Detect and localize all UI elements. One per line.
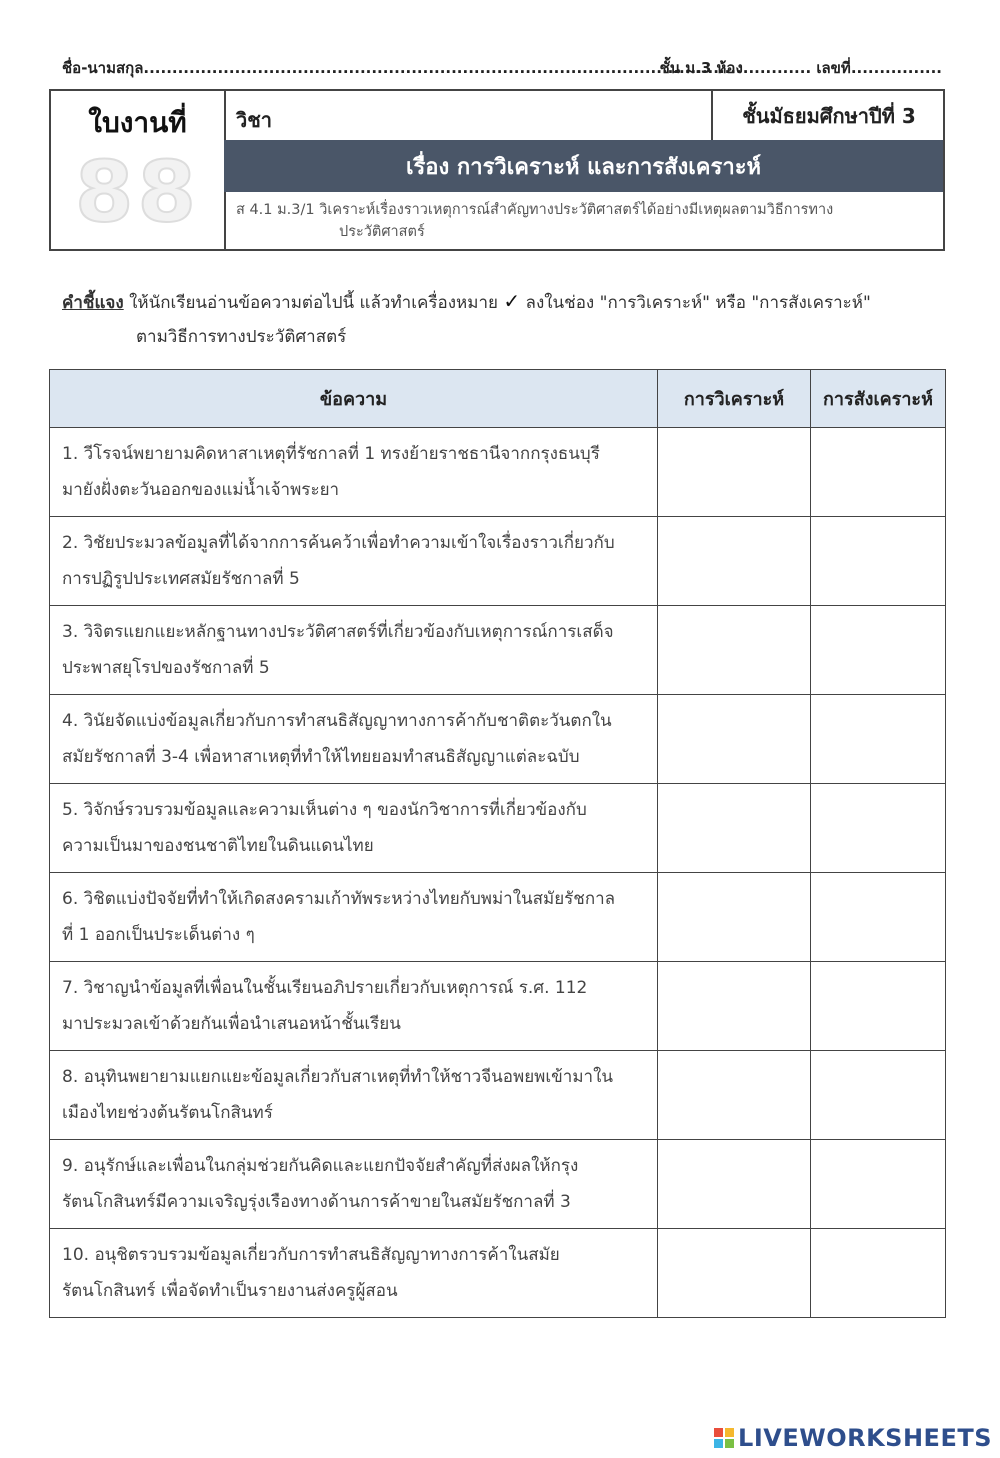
logo-block <box>714 1428 723 1437</box>
instructions-heading: คำชี้แจง <box>62 293 124 313</box>
statement-cell: 8. อนุทินพยายามแยกแยะข้อมูลเกี่ยวกับสาเหตุที่ทำให้ชาวจีนอพยพเข้ามาใน เมืองไทยช่วงต้นรัตนโกสินทร์ <box>50 1051 658 1140</box>
student-info-line <box>62 56 942 80</box>
analysis-checkbox[interactable] <box>658 695 811 784</box>
synthesis-checkbox[interactable] <box>811 695 946 784</box>
table-row <box>50 1229 946 1318</box>
worksheet-label: ใบงานที่ <box>88 106 187 139</box>
instructions-line-2: ตามวิธีการทางประวัติศาสตร์ <box>136 327 347 347</box>
standard-line-1: ส 4.1 ม.3/1 วิเคราะห์เรื่องราวเหตุการณ์สำคัญทางประวัติศาสตร์ได้อย่างมีเหตุผลตามวิธีการทาง <box>236 202 834 218</box>
analysis-checkbox[interactable] <box>658 784 811 873</box>
statement-cell: 1. วีโรจน์พยายามคิดหาสาเหตุที่รัชกาลที่ 1 ทรงย้ายราชธานีจากกรุงธนบุรี มายังฝั่งตะวันออกของแม่น้ำเจ้าพระยา <box>50 428 658 517</box>
logo-block <box>725 1439 734 1448</box>
analysis-checkbox[interactable] <box>658 606 811 695</box>
statement-cell: 4. วินัยจัดแบ่งข้อมูลเกี่ยวกับการทำสนธิสัญญาทางการค้ากับชาติตะวันตกใน สมัยรัชกาลที่ 3-4 เพื่อหาสาเหตุที่ทำให้ไทยยอมทำสนธิสัญญาแต่ละฉบับ <box>50 695 658 784</box>
statement-cell: 5. วิจักษ์รวบรวมข้อมูลและความเห็นต่าง ๆ ของนักวิชาการที่เกี่ยวข้องกับ ความเป็นมาของชนชาติไทยในดินแดนไทย <box>50 784 658 873</box>
table-row <box>50 784 946 873</box>
analysis-checkbox[interactable] <box>658 1140 811 1229</box>
standard-line-2: ประวัติศาสตร์ <box>339 224 425 240</box>
table-header-row <box>50 370 946 428</box>
logo-blocks-icon <box>714 1428 734 1448</box>
header-analysis: การวิเคราะห์ <box>658 370 811 428</box>
analysis-checkbox[interactable] <box>658 428 811 517</box>
subject-label: วิชา <box>236 108 273 132</box>
liveworksheets-logo <box>714 1424 992 1452</box>
statement-cell: 3. วิจิตรแยกแยะหลักฐานทางประวัติศาสตร์ที่เกี่ยวข้องกับเหตุการณ์การเสด็จ ประพาสยุโรปของรัชกาลที่ 5 <box>50 606 658 695</box>
instructions-text-1: ให้นักเรียนอ่านข้อความต่อไปนี้ แล้วทำเครื่องหมาย <box>129 293 498 313</box>
statement-cell: 7. วิชาญนำข้อมูลที่เพื่อนในชั้นเรียนอภิปรายเกี่ยวกับเหตุการณ์ ร.ศ. 112 มาประมวลเข้าด้วยกันเพื่อนำเสนอหน้าชั้นเรียน <box>50 962 658 1051</box>
table-row <box>50 428 946 517</box>
synthesis-checkbox[interactable] <box>811 1140 946 1229</box>
synthesis-checkbox[interactable] <box>811 606 946 695</box>
subject-row <box>224 91 943 142</box>
table-row <box>50 1051 946 1140</box>
logo-block <box>714 1439 723 1448</box>
statement-cell: 6. วิชิตแบ่งปัจจัยที่ทำให้เกิดสงครามเก้าทัพระหว่างไทยกับพม่าในสมัยรัชกาล ที่ 1 ออกเป็นประเด็นต่าง ๆ <box>50 873 658 962</box>
synthesis-checkbox[interactable] <box>811 873 946 962</box>
synthesis-checkbox[interactable] <box>811 1051 946 1140</box>
instructions <box>62 284 942 354</box>
topic-title: เรื่อง การวิเคราะห์ และการสังเคราะห์ <box>224 140 943 192</box>
synthesis-checkbox[interactable] <box>811 1229 946 1318</box>
synthesis-checkbox[interactable] <box>811 517 946 606</box>
class-field-label: ชั้น ม.3 ห้อง............ เลขที่................ <box>659 59 942 77</box>
worksheet-number: 88 <box>75 143 200 241</box>
analysis-checkbox[interactable] <box>658 962 811 1051</box>
table-row <box>50 606 946 695</box>
statement-cell: 10. อนุชิตรวบรวมข้อมูลเกี่ยวกับการทำสนธิสัญญาทางการค้าในสมัย รัตนโกสินทร์ เพื่อจัดทำเป็นรายงานส่งครูผู้สอน <box>50 1229 658 1318</box>
checkmark-icon: ✓ <box>503 289 521 313</box>
grade-level: ชั้นมัธยมศึกษาปีที่ 3 <box>711 91 945 140</box>
header-statement: ข้อความ <box>50 370 658 428</box>
learning-standard <box>236 199 926 243</box>
table-row <box>50 962 946 1051</box>
worksheet-number-cell <box>51 91 226 249</box>
worksheet-header <box>49 89 945 251</box>
table-row <box>50 1140 946 1229</box>
instructions-text-2: ลงในช่อง "การวิเคราะห์" หรือ "การสังเคราะห์" <box>525 293 871 313</box>
statement-table <box>49 369 946 1318</box>
analysis-checkbox[interactable] <box>658 517 811 606</box>
table-row <box>50 695 946 784</box>
logo-block <box>725 1428 734 1437</box>
brand-name: LIVEWORKSHEETS <box>738 1424 992 1452</box>
synthesis-checkbox[interactable] <box>811 784 946 873</box>
analysis-checkbox[interactable] <box>658 1051 811 1140</box>
synthesis-checkbox[interactable] <box>811 962 946 1051</box>
table-row <box>50 517 946 606</box>
header-synthesis: การสังเคราะห์ <box>811 370 946 428</box>
analysis-checkbox[interactable] <box>658 873 811 962</box>
statement-cell: 2. วิชัยประมวลข้อมูลที่ได้จากการค้นคว้าเพื่อทำความเข้าใจเรื่องราวเกี่ยวกับ การปฏิรูปประเทศสมัยรัชกาลที่ 5 <box>50 517 658 606</box>
name-field-label: ชื่อ-นามสกุล......................................................................................................... <box>62 59 742 77</box>
analysis-checkbox[interactable] <box>658 1229 811 1318</box>
statement-cell: 9. อนุรักษ์และเพื่อนในกลุ่มช่วยกันคิดและแยกปัจจัยสำคัญที่ส่งผลให้กรุง รัตนโกสินทร์มีความเจริญรุ่งเรืองทางด้านการค้าขายในสมัยรัชกาลที่ 3 <box>50 1140 658 1229</box>
table-row <box>50 873 946 962</box>
synthesis-checkbox[interactable] <box>811 428 946 517</box>
